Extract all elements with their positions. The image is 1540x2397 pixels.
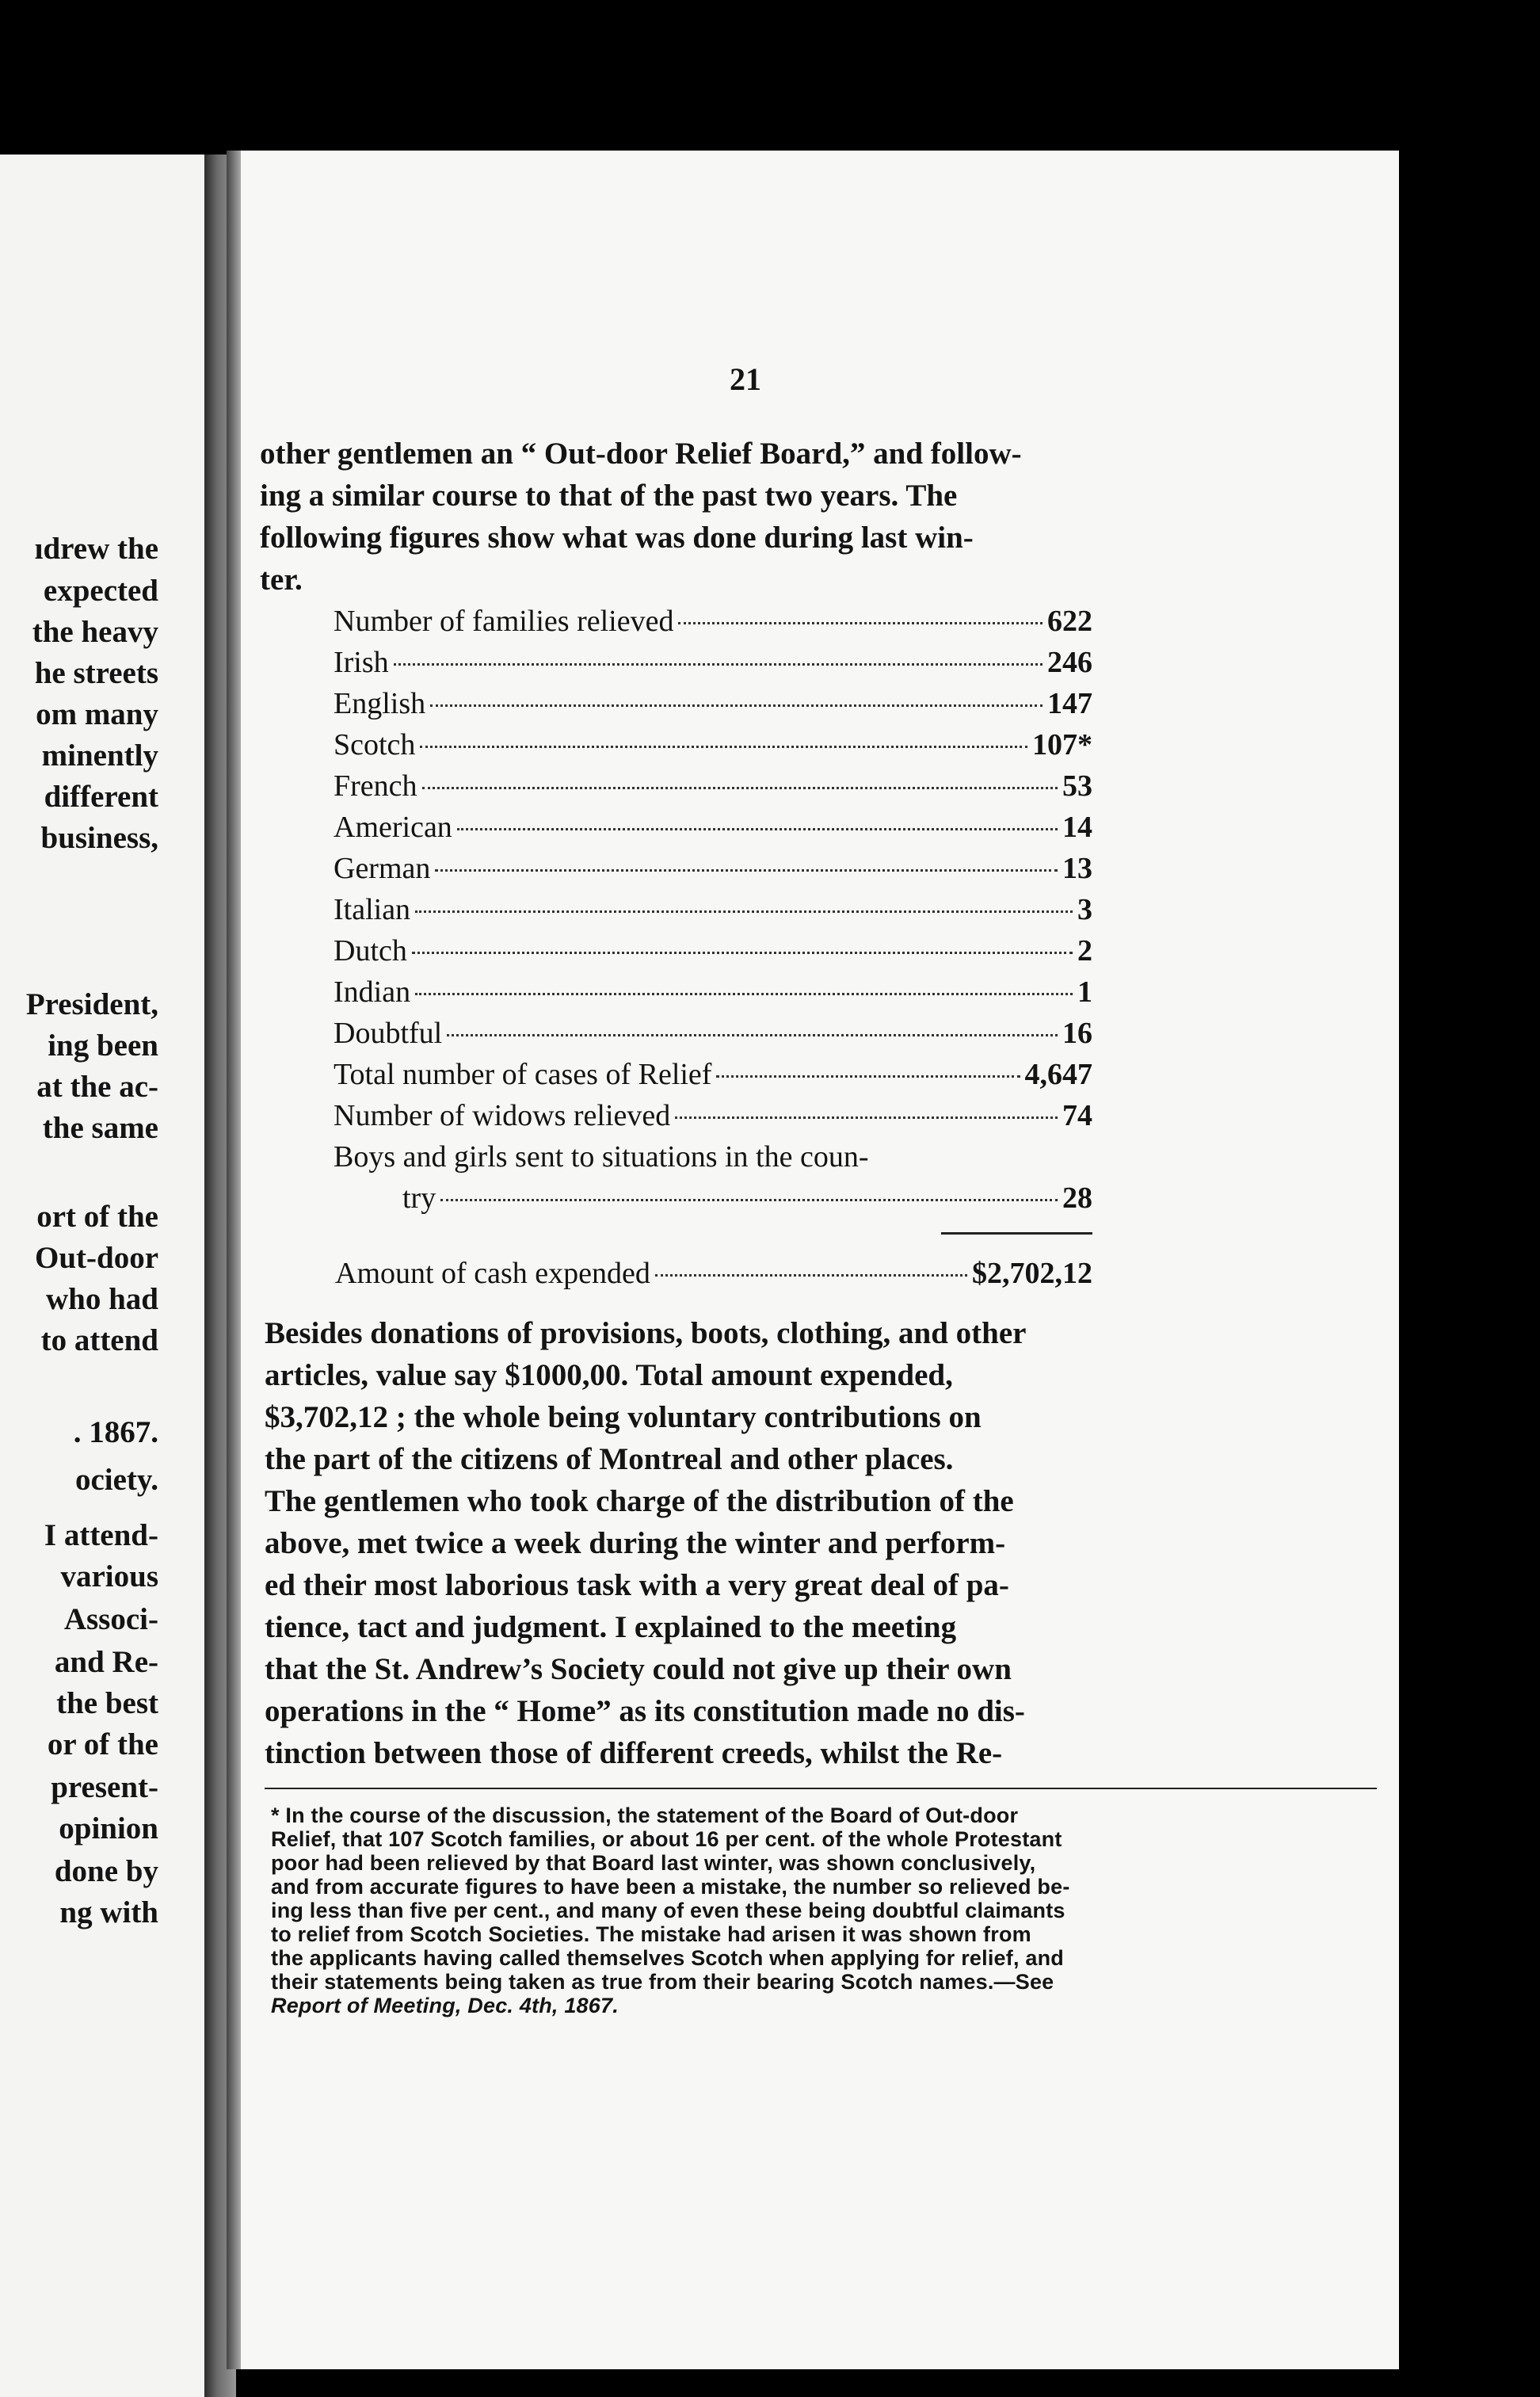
leader-dots [412,952,1073,954]
leader-dots [422,787,1058,789]
left-line: ıdrew the [34,532,158,566]
table-row [334,933,1092,973]
row-value: 13 [1062,852,1092,885]
left-line: he streets [34,656,158,690]
left-line: at the ac- [36,1070,158,1104]
left-line: different [44,780,158,814]
row-label: German [334,852,431,885]
left-line: ort of the [36,1200,158,1234]
left-page-fragment [0,155,210,2397]
row-label: Number of widows relieved [334,1099,671,1132]
row-label: try [402,1181,436,1215]
row-label: French [334,769,417,803]
leader-dots [435,869,1058,872]
left-line: minently [41,739,158,773]
body-line: The gentlemen who took charge of the distribution of the [265,1484,1014,1518]
amount-value: $2,702,12 [972,1257,1092,1290]
row-label: Irish [334,646,389,679]
left-line: ociety. [74,1463,158,1497]
table-row [334,1016,1092,1055]
table-row [334,769,1092,808]
leader-dots [457,828,1058,830]
left-line: opinion [59,1811,158,1845]
row-label: Indian [334,975,411,1009]
footnote-line: Relief, that 107 Scotch families, or about 16 per cent. of the whole Protestant [271,1827,1062,1851]
leader-dots [678,622,1043,624]
table-row [334,1057,1092,1097]
left-line: the same [42,1111,158,1145]
table-row [402,1181,1092,1220]
row-value: 1 [1077,975,1092,1009]
row-label: Boys and girls sent to situations in the coun- [334,1140,869,1174]
footnote-line: the applicants having called themselves Scotch when applying for relief, and [271,1946,1064,1970]
left-line: . 1867. [73,1415,158,1449]
leader-dots [415,910,1073,913]
amount-row [335,1256,1092,1296]
row-value: 2 [1077,934,1092,968]
leader-dots [415,993,1073,995]
row-value: 14 [1062,811,1092,844]
table-row [334,686,1092,726]
row-value: 74 [1062,1099,1092,1132]
table-row [334,604,1092,643]
left-line: and Re- [54,1645,158,1679]
intro-line: other gentlemen an “ Out-door Relief Board,” and follow- [260,437,1022,471]
left-line: the heavy [32,615,158,649]
body-line: tinction between those of different creeds, whilst the Re- [265,1736,1003,1770]
leader-dots [394,663,1043,666]
left-line: I attend- [44,1518,158,1552]
left-line: President, [25,987,158,1021]
sum-rule [941,1232,1092,1235]
table-row [334,1139,1092,1179]
footnote-line: to relief from Scotch Societies. The mistake had arisen it was shown from [271,1922,1031,1946]
leader-dots [447,1034,1058,1036]
left-line: the best [56,1686,158,1720]
row-label: English [334,687,426,720]
left-line: business, [40,821,158,855]
row-label: American [334,811,452,844]
row-value: 3 [1077,893,1092,926]
table-row [334,975,1092,1014]
row-label: Total number of cases of Relief [334,1058,712,1091]
footnote-line: and from accurate figures to have been a mistake, the number so relieved be- [271,1875,1070,1899]
row-label: Italian [334,893,411,926]
footnote-line: Report of Meeting, Dec. 4th, 1867. [271,1994,619,2017]
body-line: that the St. Andrew’s Society could not give up their own [265,1652,1012,1686]
left-line: om many [36,697,158,731]
body-line: above, met twice a week during the winter and perform- [265,1526,1006,1560]
page-number: 21 [730,361,761,397]
body-line: ed their most laborious task with a very great deal of pa- [265,1568,1009,1602]
table-row [334,851,1092,891]
table-row [334,645,1092,685]
leader-dots [430,704,1043,707]
footnote-rule [265,1788,1377,1789]
body-line: tience, tact and judgment. I explained to the meeting [265,1610,957,1644]
body-line: $3,702,12 ; the whole being voluntary contributions on [265,1400,982,1434]
intro-line: following figures show what was done during last win- [260,521,974,555]
footnote-line: poor had been relieved by that Board last winter, was shown conclusively, [271,1851,1036,1875]
body-line: Besides donations of provisions, boots, clothing, and other [265,1316,1027,1350]
row-value: 16 [1062,1017,1092,1050]
row-value: 107* [1032,728,1092,761]
left-line: Out-door [35,1241,158,1275]
body-line: operations in the “ Home” as its constitution made no dis- [265,1694,1025,1728]
left-line: expected [43,574,158,608]
left-line: present- [51,1770,158,1804]
left-line: various [60,1559,158,1594]
left-line: to attend [40,1323,158,1357]
table-row [334,892,1092,932]
left-line: ng with [59,1895,158,1929]
amount-label: Amount of cash expended [335,1257,650,1290]
left-line: or of the [47,1727,158,1761]
left-line: who had [46,1282,158,1316]
leader-dots [716,1075,1020,1078]
row-value: 53 [1062,769,1092,803]
row-value: 246 [1047,646,1092,679]
right-page [227,151,1399,2369]
leader-dots [440,1199,1058,1201]
left-line: Associ- [63,1602,158,1636]
row-value: 28 [1062,1181,1092,1215]
table-row [334,727,1092,767]
page-content [228,151,1377,2369]
leader-dots [675,1116,1058,1119]
intro-line: ter. [260,563,303,597]
row-label: Scotch [334,728,416,761]
footnote-line: their statements being taken as true from their bearing Scotch names.—See [271,1970,1054,1994]
row-value: 4,647 [1024,1058,1092,1091]
row-label: Number of families relieved [334,605,674,638]
leader-dots [655,1274,967,1277]
row-label: Doubtful [334,1017,443,1050]
left-line: done by [54,1854,158,1888]
row-value: 622 [1047,605,1092,638]
row-value: 147 [1047,687,1092,720]
left-line: ing been [48,1029,158,1063]
leader-dots [420,746,1027,748]
intro-line: ing a similar course to that of the past two years. The [260,479,958,513]
body-line: the part of the citizens of Montreal and other places. [265,1442,954,1476]
footnote-line: * In the course of the discussion, the statement of the Board of Out-door [271,1803,1019,1827]
row-label: Dutch [334,934,407,968]
table-row [334,1098,1092,1138]
body-line: articles, value say $1000,00. Total amount expended, [265,1358,953,1392]
footnote-line: ing less than five per cent., and many of even these being doubtful claimants [271,1899,1065,1922]
table-row [334,810,1092,849]
